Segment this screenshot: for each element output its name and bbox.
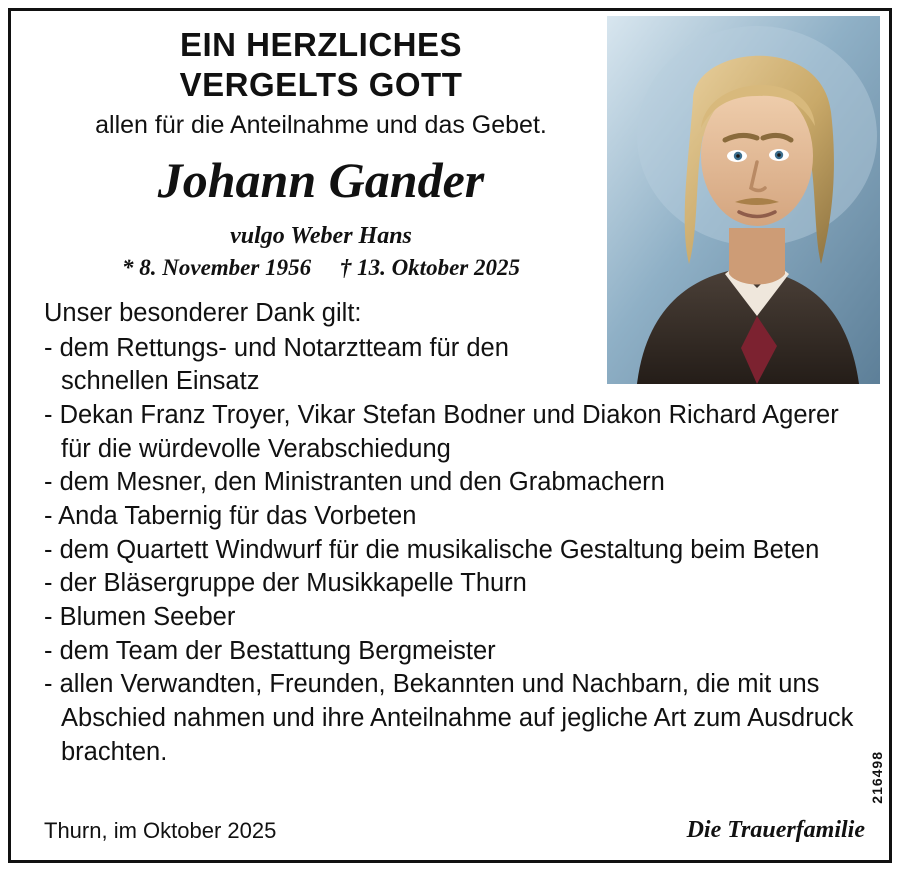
birth-death-dates: * 8. November 1956 † 13. Oktober 2025 [122, 255, 520, 280]
reference-code: 216498 [869, 751, 885, 804]
place-and-date: Thurn, im Oktober 2025 [44, 818, 277, 843]
thanks-list [44, 332, 869, 770]
list-item: - der Bläsergruppe der Musikkapelle Thurn [44, 569, 527, 598]
deceased-nickname: vulgo Weber Hans [230, 223, 412, 249]
list-item: - dem Rettungs- und Notarztteam für den schnellen Einsatz [44, 333, 509, 396]
list-item: - dem Team der Bestattung Bergmeister [44, 636, 496, 665]
list-item: - Blumen Seeber [44, 602, 236, 631]
intro-text: allen für die Anteilnahme und das Gebet. [95, 111, 547, 139]
list-item: - dem Mesner, den Ministranten und den Grabmachern [44, 468, 665, 497]
deceased-name: Johann Gander [157, 152, 485, 208]
headline-line-2: VERGELTS GOTT [179, 66, 463, 104]
card-content [11, 11, 889, 860]
signature: Die Trauerfamilie [686, 817, 865, 843]
page-title [31, 25, 611, 106]
list-item: - Dekan Franz Troyer, Vikar Stefan Bodner und Diakon Richard Agerer für die würdevolle Verabschiedung [44, 400, 839, 463]
list-item: - Anda Tabernig für das Vorbeten [44, 501, 417, 530]
thanks-section [44, 297, 869, 769]
list-item: - allen Verwandten, Freunden, Bekannten und Nachbarn, die mit uns Abschied nahmen und ihre Anteilnahme auf jegliche Art zum Ausdruck brachten. [44, 670, 854, 766]
headline-line-1: EIN HERZLICHES [179, 26, 463, 63]
list-item: - dem Quartett Windwurf für die musikalische Gestaltung beim Beten [44, 535, 820, 564]
thanks-lead: Unser besonderer Dank gilt: [44, 299, 362, 327]
